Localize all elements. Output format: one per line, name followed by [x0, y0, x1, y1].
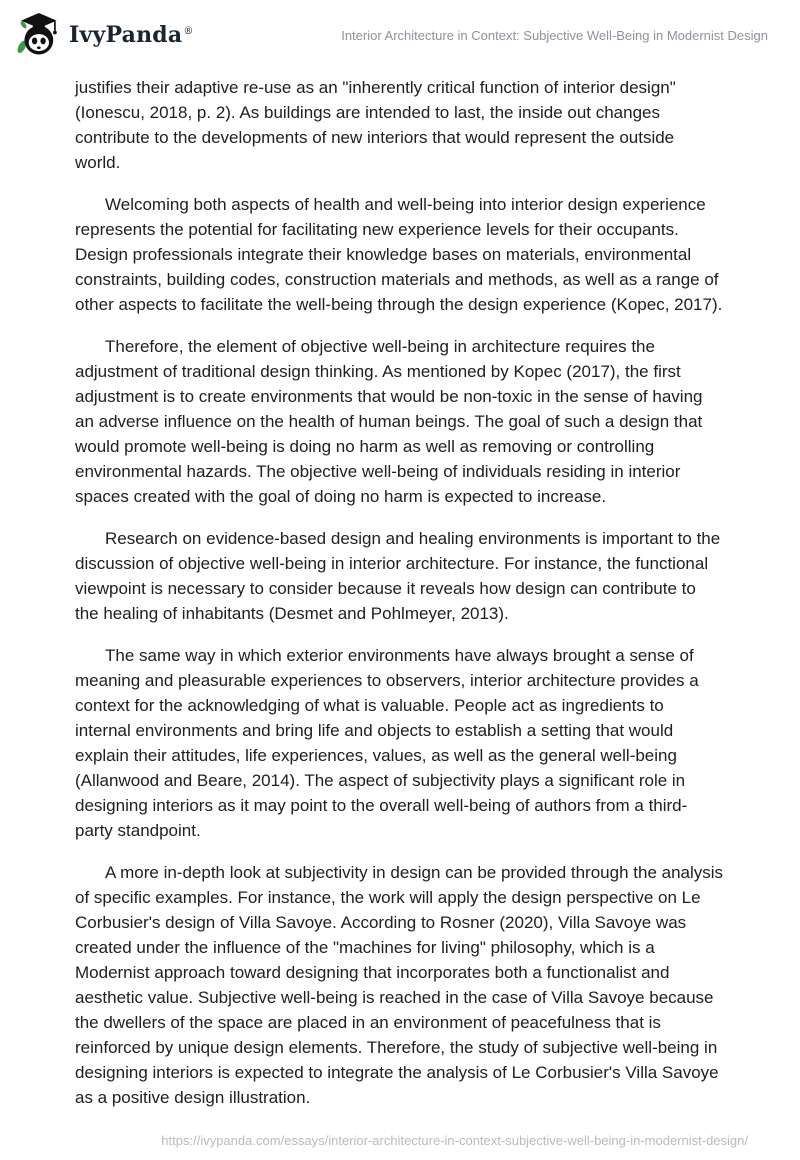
page-header — [0, 0, 800, 62]
paragraph: justifies their adaptive re-use as an "inherently critical function of interior design" (Ionescu, 2018, p. 2). As buildings are intended to last, the inside out changes contribute to the developments of new interiors that would represent the outside world. — [75, 78, 676, 172]
brand-text: IvyPanda — [69, 22, 183, 48]
brand — [16, 11, 194, 59]
source-url[interactable]: https://ivypanda.com/essays/interior-architecture-in-context-subjective-well-being-in-modernist-design/ — [161, 1133, 748, 1148]
paragraph: Welcoming both aspects of health and well-being into interior design experience represents the potential for facilitating new experience levels for their occupants. Design professionals integrate their knowledge bases on materials, environmental constraints, building codes, construction materials and methods, as well as a range of other aspects to facilitate the well-being through the design experience (Kopec, 2017). — [75, 195, 723, 314]
paragraph: A more in-depth look at subjectivity in design can be provided through the analysis of specific examples. For instance, the work will apply the design perspective on Le Corbusier's design of Villa Savoye. According to Rosner (2020), Villa Savoye was created under the influence of the "machines for living" philosophy, which is a Modernist approach toward designing that incorporates both a functionalist and aesthetic value. Subjective well-being is reached in the case of Villa Savoye because the dwellers of the space are placed in an environment of peacefulness that is reinforced by unique design elements. Therefore, the study of subjective well-being in designing interiors is expected to integrate the analysis of Le Corbusier's Villa Savoye as a positive design illustration. — [75, 863, 724, 1107]
document-title: Interior Architecture in Context: Subjective Well-Being in Modernist Design — [341, 27, 768, 43]
paragraph: Therefore, the element of objective well-being in architecture requires the adjustment of traditional design thinking. As mentioned by Kopec (2017), the first adjustment is to create environments that would be non-toxic in the sense of having an adverse influence on the health of human beings. The goal of such a design that would promote well-being is doing no harm as well as removing or controlling environmental hazards. The objective well-being of individuals residing in interior spaces created with the goal of doing no harm is expected to increase. — [75, 337, 703, 506]
page-footer — [161, 1133, 748, 1148]
paragraph: Research on evidence-based design and healing environments is important to the discussion of objective well-being in interior architecture. For instance, the functional viewpoint is necessary to consider because it reveals how design can contribute to the healing of inhabitants (Desmet and Pohlmeyer, 2013). — [75, 529, 721, 623]
registered-mark: ® — [183, 25, 194, 37]
ivypanda-logo-icon — [16, 11, 60, 59]
essay-content — [0, 62, 800, 1110]
paragraph: The same way in which exterior environments have always brought a sense of meaning and pleasurable experiences to observers, interior architecture provides a context for the acknowledging of what is valuable. People act as ingredients to internal environments and bring life and objects to establish a setting that would explain their attitudes, life experiences, values, as well as the general well-being (Allanwood and Beare, 2014). The aspect of subjectivity plays a significant role in designing interiors as it may point to the overall well-being of authors from a third-party standpoint. — [75, 646, 699, 840]
brand-name — [69, 24, 194, 46]
